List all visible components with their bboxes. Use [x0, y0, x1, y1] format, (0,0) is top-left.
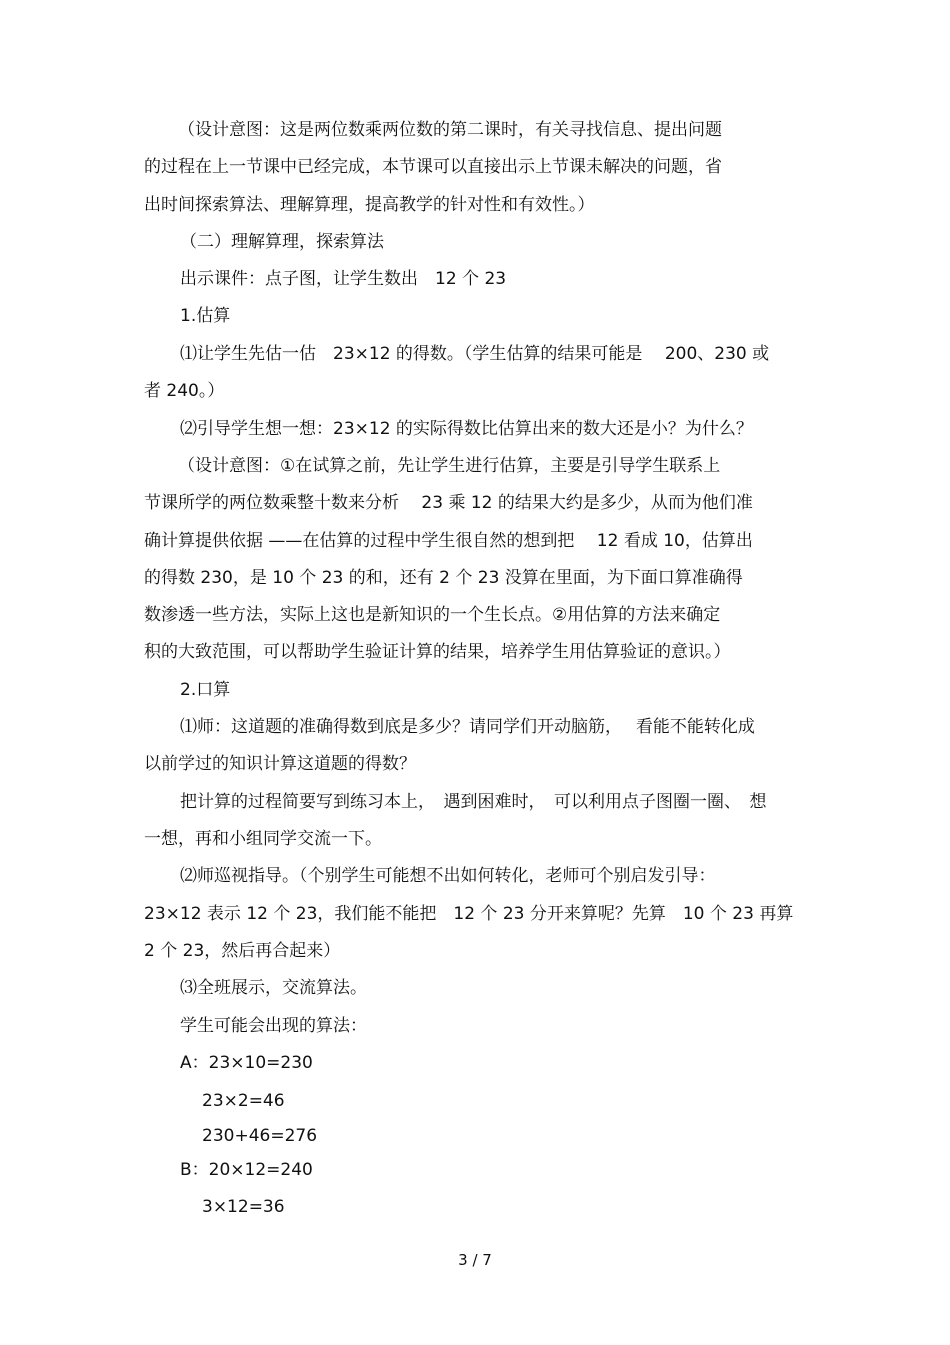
page-number: 3 / 7 — [458, 1251, 492, 1269]
text-line: （设计意图：①在试算之前，先让学生进行估算，主要是引导学生联系上 — [178, 456, 721, 476]
text-line: 以前学过的知识计算这道题的得数？ — [144, 754, 416, 774]
text-line: 23×12 表示 12 个 23，我们能不能把 12 个 23 分开来算呢？先算 10 个 23 再算 — [144, 904, 794, 924]
section-heading: （二）理解算理，探索算法 — [180, 232, 384, 252]
text-line: 的过程在上一节课中已经完成，本节课可以直接出示上节课未解决的问题，省 — [144, 157, 722, 177]
text-line: ⑵师巡视指导。（个别学生可能想不出如何转化，老师可个别启发引导： — [180, 866, 716, 886]
text-line: 节课所学的两位数乘整十数来分析 23 乘 12 的结果大约是多少，从而为他们准 — [144, 493, 753, 513]
text-line: 数渗透一些方法，实际上这也是新知识的一个生长点。②用估算的方法来确定 — [144, 605, 721, 625]
formula-line: 3×12=36 — [202, 1197, 285, 1217]
text-line: 的得数 230，是 10 个 23 的和，还有 2 个 23 没算在里面，为下面口算准确得 — [144, 568, 743, 588]
text-line: 出示课件：点子图，让学生数出 12 个 23 — [180, 269, 507, 289]
text-line: ⑴让学生先估一估 23×12 的得数。（学生估算的结果可能是 200、230 或 — [180, 344, 770, 364]
text-line: 一想，再和小组同学交流一下。 — [144, 829, 382, 849]
text-line: 积的大致范围，可以帮助学生验证计算的结果，培养学生用估算验证的意识。） — [144, 642, 731, 662]
formula-line: 23×2=46 — [202, 1091, 285, 1111]
text-line: 把计算的过程简要写到练习本上， 遇到困难时， 可以利用点子图圈一圈、 想 — [180, 792, 767, 812]
text-line: 确计算提供依据 ——在估算的过程中学生很自然的想到把 12 看成 10，估算出 — [144, 531, 753, 551]
text-line: ⑴师：这道题的准确得数到底是多少？请同学们开动脑筋， 看能不能转化成 — [180, 717, 755, 737]
text-line: 学生可能会出现的算法： — [180, 1016, 367, 1036]
text-line: ⑵引导学生想一想：23×12 的实际得数比估算出来的数大还是小？为什么？ — [180, 419, 753, 439]
formula-line: B：20×12=240 — [180, 1160, 313, 1180]
text-line: 者 240。） — [144, 381, 225, 401]
text-line: （设计意图：这是两位数乘两位数的第二课时，有关寻找信息、提出问题 — [178, 120, 722, 140]
text-line: 出时间探索算法、理解算理，提高教学的针对性和有效性。） — [144, 195, 595, 215]
text-line: 2 个 23，然后再合起来） — [144, 941, 341, 961]
text-line: ⑶全班展示，交流算法。 — [180, 978, 367, 998]
formula-line: A：23×10=230 — [180, 1053, 313, 1073]
subheading: 1.估算 — [180, 306, 231, 326]
formula-line: 230+46=276 — [202, 1126, 318, 1146]
subheading: 2.口算 — [180, 680, 231, 700]
